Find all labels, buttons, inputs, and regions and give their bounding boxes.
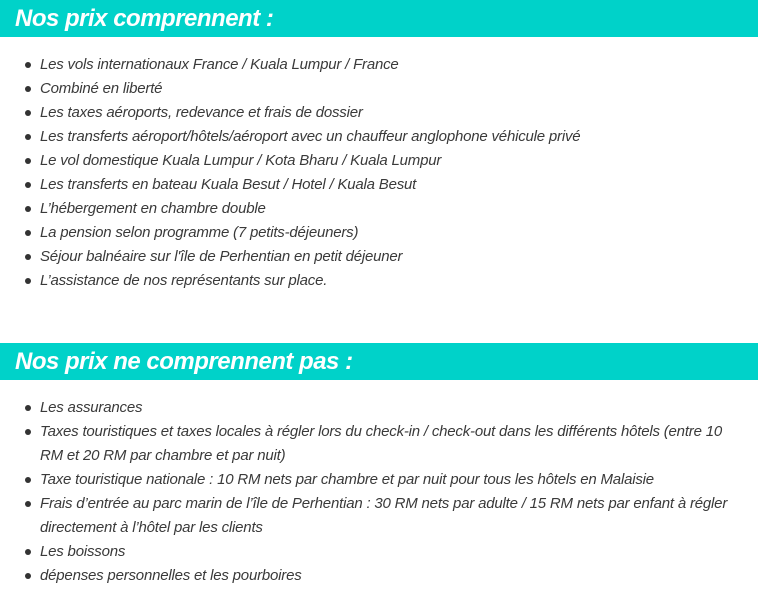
excluded-heading: Nos prix ne comprennent pas :: [0, 343, 758, 380]
list-item: Les assurances: [0, 396, 758, 420]
list-item: Séjour balnéaire sur l'île de Perhentian en petit déjeuner: [0, 245, 758, 269]
list-item: dépenses personnelles et les pourboires: [0, 564, 758, 588]
list-item: Taxes touristiques et taxes locales à régler lors du check-in / check-out dans les différents hôtels (entre 10 RM et 20 RM par chambre et par nuit): [0, 420, 758, 468]
list-item: Les boissons: [0, 540, 758, 564]
list-item: Les transferts en bateau Kuala Besut / Hotel / Kuala Besut: [0, 173, 758, 197]
list-item: La pension selon programme (7 petits-déjeuners): [0, 221, 758, 245]
list-item: Le vol domestique Kuala Lumpur / Kota Bharu / Kuala Lumpur: [0, 149, 758, 173]
list-item: Les transferts aéroport/hôtels/aéroport avec un chauffeur anglophone véhicule privé: [0, 125, 758, 149]
list-item: Frais d’entrée au parc marin de l’île de Perhentian : 30 RM nets par adulte / 15 RM nets par enfant à régler directement à l’hôtel par les clients: [0, 492, 758, 540]
list-item: Les vols internationaux France / Kuala Lumpur / France: [0, 53, 758, 77]
list-item: L’assistance de nos représentants sur place.: [0, 269, 758, 293]
included-list: [0, 53, 758, 293]
included-heading: Nos prix comprennent :: [0, 0, 758, 37]
list-item: Les taxes aéroports, redevance et frais de dossier: [0, 101, 758, 125]
list-item: Combiné en liberté: [0, 77, 758, 101]
list-item: Taxe touristique nationale : 10 RM nets par chambre et par nuit pour tous les hôtels en Malaisie: [0, 468, 758, 492]
excluded-list: [0, 396, 758, 588]
list-item: L’hébergement en chambre double: [0, 197, 758, 221]
